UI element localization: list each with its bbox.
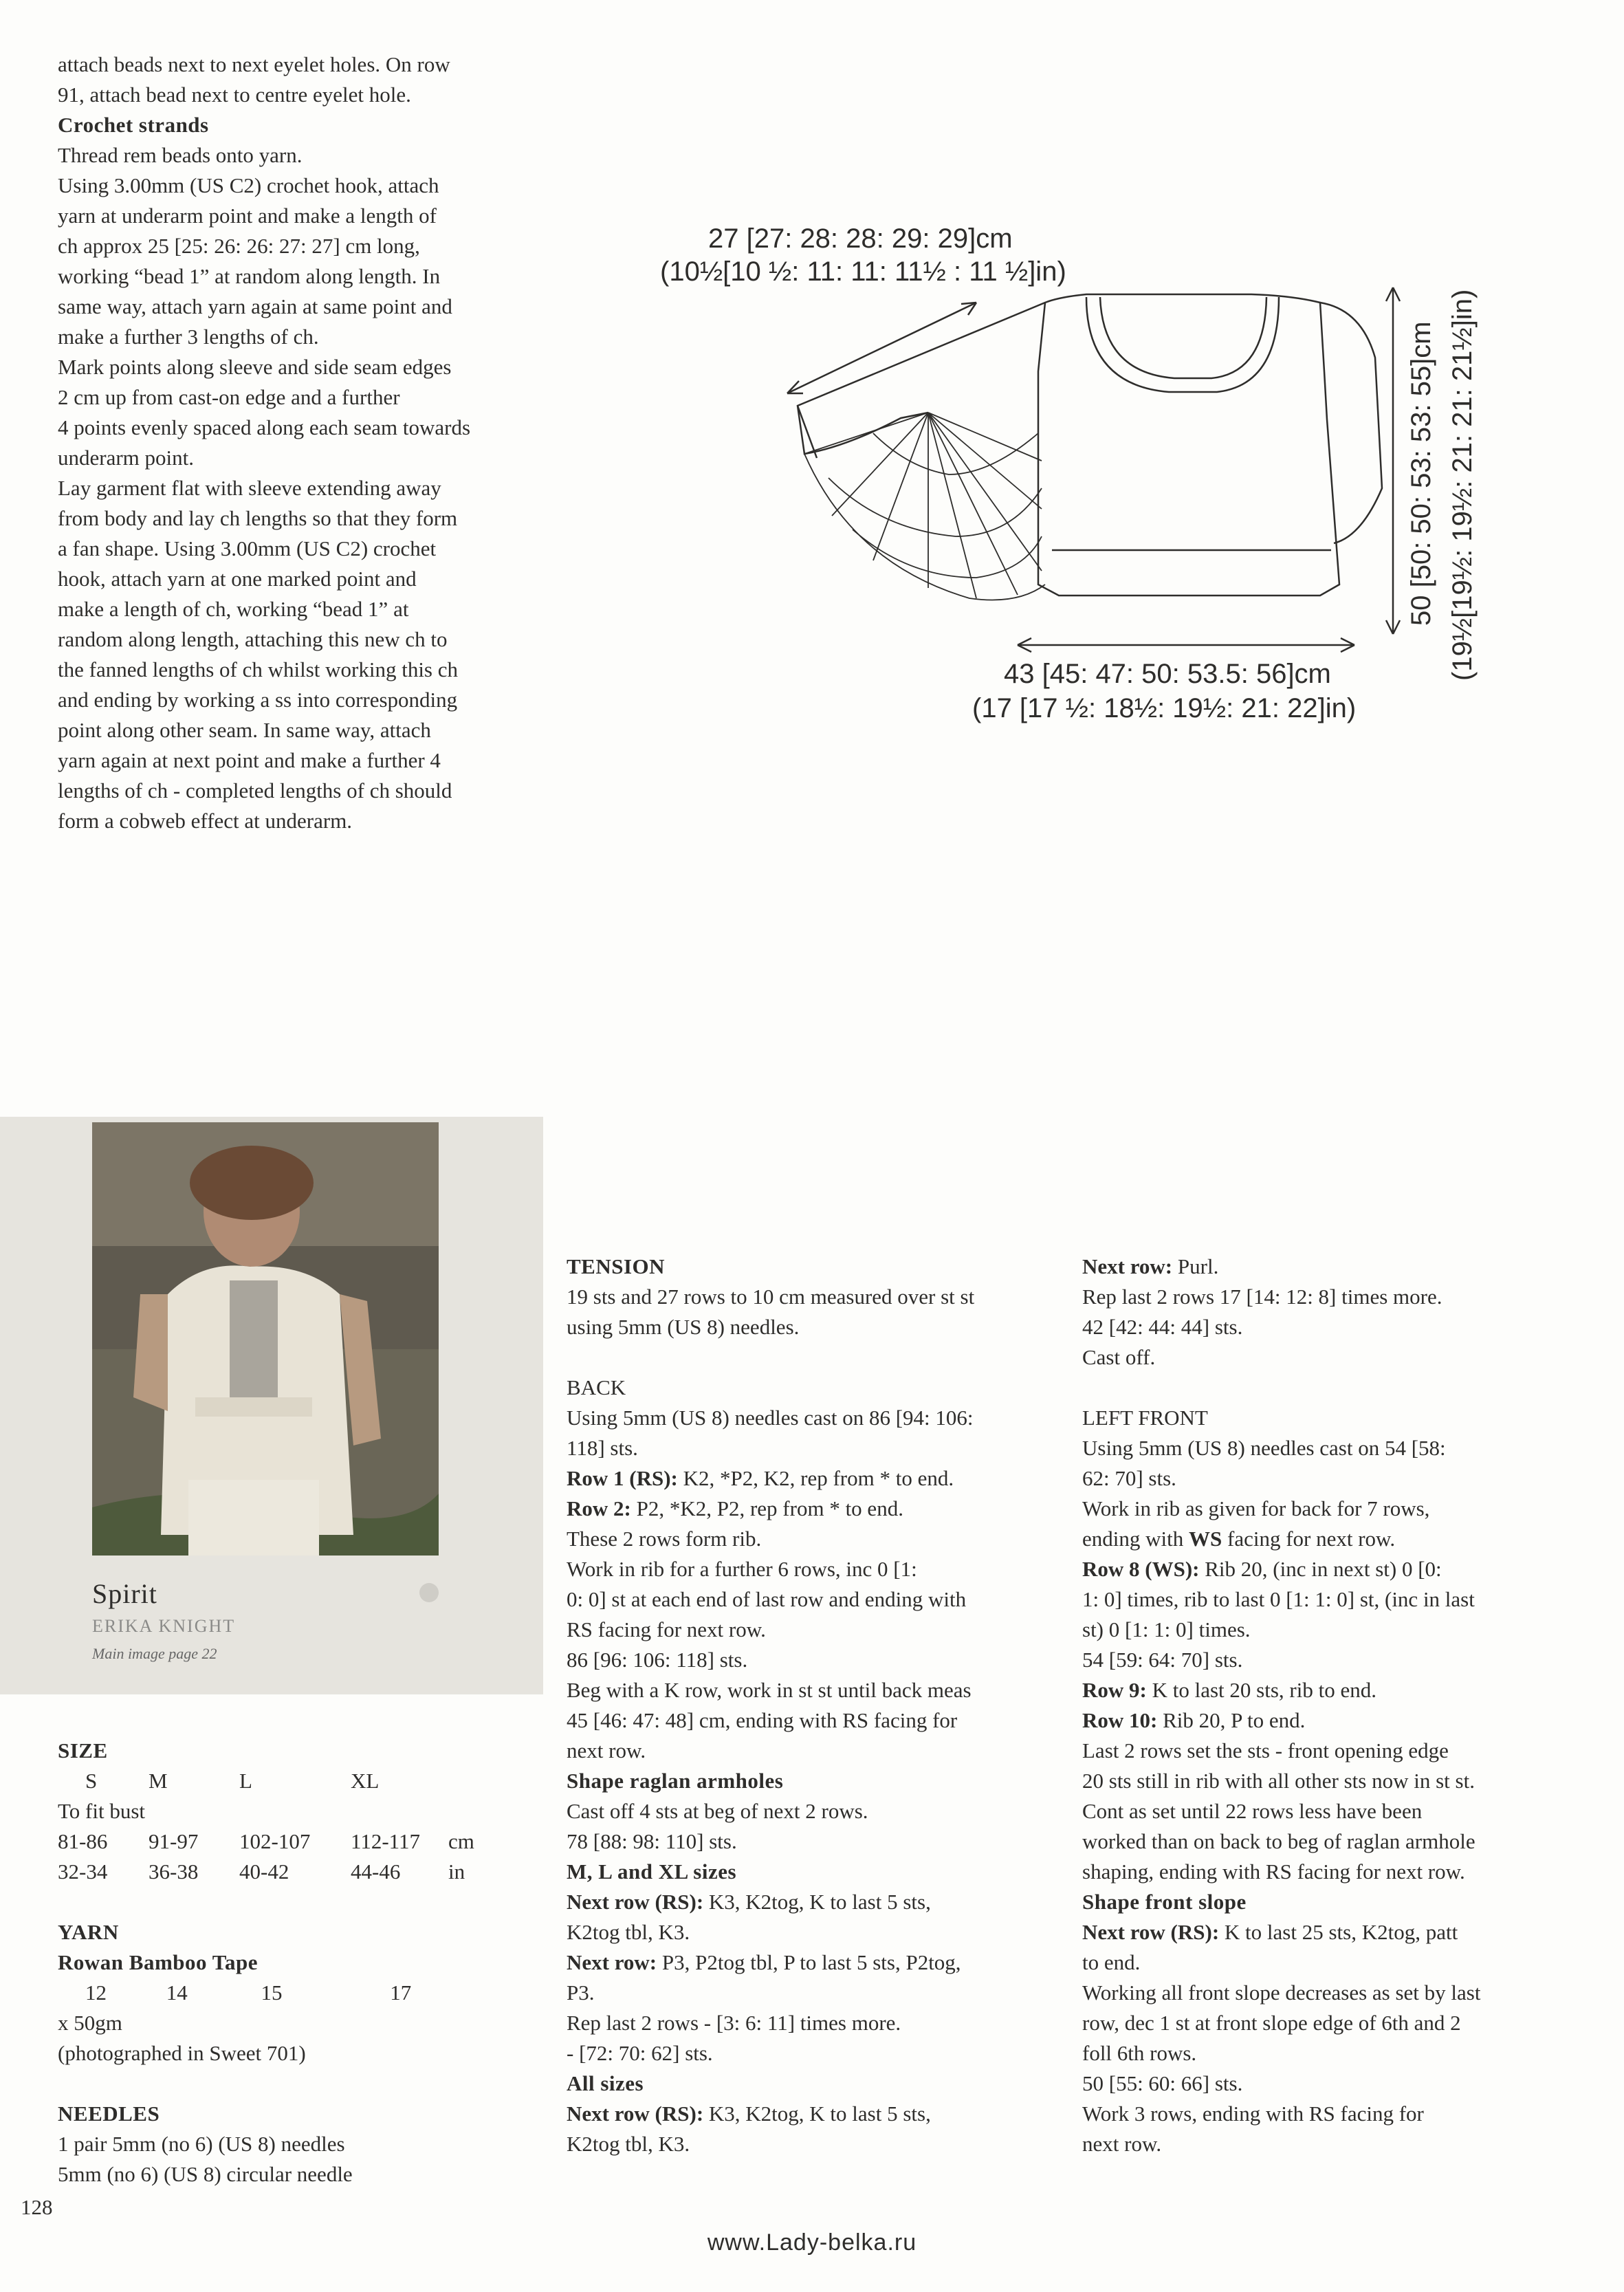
text-line: 4 points evenly spaced along each seam towards [58,415,471,439]
row-instruction [1082,1675,1577,1705]
text-line: same way, attach yarn again at same point and [58,294,452,318]
length-measurement-in: (19½[19½: 19½: 21: 21: 21½]in) [1447,289,1478,681]
size-in-row [58,1857,553,1887]
size-label: XL [351,1769,380,1793]
text-line: the fanned lengths of ch whilst working this ch [58,657,459,681]
materials-column [58,1736,553,2190]
text-line: Work 3 rows, ending with RS facing for [1082,2102,1424,2126]
yarn-quantity: 12 [85,1980,107,2005]
size-in-value: 36-38 [149,1859,199,1884]
text-line: Mark points along sleeve and side seam edges [58,355,452,379]
size-in-value: 32-34 [58,1859,108,1884]
designer-name: ERIKA KNIGHT [92,1616,236,1636]
yarn-quantities-row [58,1978,553,2038]
row-text: K3, K2tog, K to last 5 sts, [703,1890,931,1914]
text-line: Rep last 2 rows - [3: 6: 11] times more. [567,2011,901,2035]
text-line: These 2 rows form rib. [567,1527,762,1551]
text-line: 19 sts and 27 rows to 10 cm measured over st st [567,1285,975,1309]
size-label: M [149,1769,168,1793]
row-instruction [1082,1252,1577,1282]
text-line: make a further 3 lengths of ch. [58,325,319,349]
length-measurement-cm: 50 [50: 50: 53: 53: 55]cm [1406,321,1436,626]
text-line: Using 3.00mm (US C2) crochet hook, attach [58,173,439,197]
size-in-value: 44-46 [351,1859,401,1884]
left-front-column [1082,1252,1577,2159]
text-line: Beg with a K row, work in st st until back meas [567,1678,972,1702]
text-line: Cast off. [1082,1345,1156,1369]
text-line: form a cobweb effect at underarm. [58,809,353,833]
text-line: Working all front slope decreases as set by last [1082,1980,1481,2005]
size-label: S [85,1769,98,1793]
width-measurement-cm: 43 [45: 47: 50: 53.5: 56]cm [1004,659,1331,689]
text-line: 42 [42: 44: 44] sts. [1082,1315,1243,1339]
neckline-inner [1100,297,1266,378]
row-instruction [567,1887,1062,1917]
text-line: point along other seam. In same way, attach [58,718,431,742]
text-line: shaping, ending with RS facing for next row. [1082,1859,1465,1884]
text-line: Thread rem beads onto yarn. [58,143,303,167]
footer-url: www.Lady-belka.ru [707,2229,917,2256]
sleeve-dimension-arrow [787,303,976,393]
yarn-unit: x 50gm [58,2011,122,2035]
row-label: Row 1 (RS): [567,1466,678,1490]
text-line: 78 [88: 98: 110] sts. [567,1829,737,1853]
text-line: 1: 0] times, rib to last 0 [1: 1: 0] st, (inc in last [1082,1587,1475,1611]
size-cm-value: 102-107 [239,1829,311,1853]
sleeve-measurement-in: (10½[10 ½: 11: 11: 11½ : 11 ½]in) [660,257,1066,287]
text-line: underarm point. [58,446,195,470]
needles-line: 5mm (no 6) (US 8) circular needle [58,2162,353,2186]
all-sizes-heading: All sizes [567,2071,644,2095]
row-instruction [567,1463,1062,1494]
text-line: Work in rib for a further 6 rows, inc 0 [1: [567,1557,917,1581]
text-line: ending with WS facing for next row. [1082,1527,1396,1551]
text-line: working “bead 1” at random along length. In [58,264,441,288]
text-line: from body and lay ch lengths so that they form [58,506,458,530]
row-label: Next row (RS): [567,2102,704,2126]
text-line: 118] sts. [567,1436,638,1460]
page-number: 128 [21,2195,53,2219]
row-instruction [1082,1554,1577,1584]
row-text: P3, P2tog tbl, P to last 5 sts, P2tog, [657,1950,961,1974]
row-instruction [1082,1917,1577,1947]
crochet-strands-body [58,140,539,836]
shape-front-slope-heading: Shape front slope [1082,1890,1247,1914]
yarn-quantity: 15 [261,1980,283,2005]
text-line: a fan shape. Using 3.00mm (US C2) crochet [58,536,437,560]
sleeve-measurement-cm: 27 [27: 28: 28: 29: 29]cm [708,223,1013,254]
text-line: lengths of ch - completed lengths of ch should [58,778,452,803]
row-label: Row 8 (WS): [1082,1557,1200,1581]
size-heading: SIZE [58,1738,108,1762]
size-label: L [239,1769,252,1793]
text-line: yarn at underarm point and make a length of [58,204,437,228]
crochet-instructions-column [58,50,539,836]
size-cm-value: 91-97 [149,1829,199,1853]
size-cm-row [58,1826,553,1857]
text-line: RS facing for next row. [567,1617,766,1641]
main-image-reference: Main image page 22 [92,1645,217,1662]
decorative-dot-icon [419,1583,439,1602]
row-label: Next row (RS): [1082,1920,1220,1944]
text-line: yarn again at next point and make a further 4 [58,748,441,772]
mlxl-sizes-heading: M, L and XL sizes [567,1859,737,1884]
cobweb-fan [804,413,1045,600]
row-label: Next row (RS): [567,1890,704,1914]
text-line: 0: 0] st at each end of last row and ending with [567,1587,967,1611]
size-in-unit: in [448,1859,465,1884]
row-text: Purl. [1172,1254,1219,1278]
shape-raglan-heading: Shape raglan armholes [567,1769,784,1793]
row-instruction [567,1947,1062,1978]
row-label: Next row: [567,1950,657,1974]
text-line: attach beads next to next eyelet holes. On row [58,52,450,76]
needles-line: 1 pair 5mm (no 6) (US 8) needles [58,2132,345,2156]
row-text: Rib 20, (inc in next st) 0 [0: [1199,1557,1442,1581]
size-cm-value: 112-117 [351,1829,421,1853]
text-line: 45 [46: 47: 48] cm, ending with RS facing for [567,1708,958,1732]
text-line: and ending by working a ss into corresponding [58,688,458,712]
text-line: Using 5mm (US 8) needles cast on 54 [58: [1082,1436,1446,1460]
yarn-shade-note: (photographed in Sweet 701) [58,2041,306,2065]
text-line: Lay garment flat with sleeve extending away [58,476,441,500]
text-line: Cont as set until 22 rows less have been [1082,1799,1423,1823]
tension-heading: TENSION [567,1254,666,1278]
text-line: K2tog tbl, K3. [567,1920,690,1944]
text-line: ch approx 25 [25: 26: 26: 27: 27] cm long, [58,234,420,258]
size-cm-value: 81-86 [58,1829,108,1853]
text-line: hook, attach yarn at one marked point and [58,567,417,591]
text-line: P3. [567,1980,595,2005]
size-cm-unit: cm [448,1829,474,1853]
needles-heading: NEEDLES [58,2102,160,2126]
row-text: K to last 25 sts, K2tog, patt [1219,1920,1458,1944]
text-line: - [72: 70: 62] sts. [567,2041,713,2065]
back-heading: BACK [567,1375,626,1399]
text-line: make a length of ch, working “bead 1” at [58,597,409,621]
text-line: using 5mm (US 8) needles. [567,1315,800,1339]
text-line: random along length, attaching this new ch to [58,627,448,651]
yarn-heading: YARN [58,1920,119,1944]
row-instruction [567,2099,1062,2129]
text-line: K2tog tbl, K3. [567,2132,690,2156]
text-line: worked than on back to beg of raglan armhole [1082,1829,1475,1853]
text-line: 86 [96: 106: 118] sts. [567,1648,748,1672]
yarn-quantity: 17 [390,1980,412,2005]
tension-back-column [567,1252,1062,2159]
text-line: Rep last 2 rows 17 [14: 12: 8] times more. [1082,1285,1442,1309]
row-label: Next row: [1082,1254,1173,1278]
yarn-name: Rowan Bamboo Tape [58,1950,259,1974]
text-line: foll 6th rows. [1082,2041,1197,2065]
row-text: Rib 20, P to end. [1157,1708,1306,1732]
yarn-quantity: 14 [166,1980,188,2005]
row-instruction [567,1494,1062,1524]
text-line: next row. [1082,2132,1162,2156]
row-text: K2, *P2, K2, rep from * to end. [677,1466,954,1490]
left-front-heading: LEFT FRONT [1082,1406,1208,1430]
text-line: 50 [55: 60: 66] sts. [1082,2071,1243,2095]
crochet-strands-heading: Crochet strands [58,113,209,137]
size-labels-row [58,1766,553,1796]
row-text: K3, K2tog, K to last 5 sts, [703,2102,931,2126]
text-line: 20 sts still in rib with all other sts now in st st. [1082,1769,1475,1793]
text-line: Work in rib as given for back for 7 rows, [1082,1496,1430,1520]
row-label: Row 9: [1082,1678,1147,1702]
size-in-value: 40-42 [239,1859,289,1884]
model-photo [92,1122,439,1556]
text-line: next row. [567,1738,646,1762]
row-label: Row 2: [567,1496,631,1520]
garment-measurement-diagram [646,213,1485,736]
text-line: 91, attach bead next to centre eyelet hole. [58,83,411,107]
row-instruction [1082,1705,1577,1736]
row-text: K to last 20 sts, rib to end. [1146,1678,1376,1702]
text-line: Last 2 rows set the sts - front opening edge [1082,1738,1449,1762]
text-line: 62: 70] sts. [1082,1466,1176,1490]
text-line: st) 0 [1: 1: 0] times. [1082,1617,1251,1641]
text-line: 54 [59: 64: 70] sts. [1082,1648,1243,1672]
text-line: 2 cm up from cast-on edge and a further [58,385,400,409]
text-line: Cast off 4 sts at beg of next 2 rows. [567,1799,868,1823]
row-label: Row 10: [1082,1708,1158,1732]
right-sleeve [1320,303,1382,543]
design-title: Spirit [92,1578,157,1609]
width-measurement-in: (17 [17 ½: 18½: 19½: 21: 22]in) [972,693,1357,723]
row-text: P2, *K2, P2, rep from * to end. [630,1496,903,1520]
text-line: row, dec 1 st at front slope edge of 6th and 2 [1082,2011,1461,2035]
text-line: Using 5mm (US 8) needles cast on 86 [94: 106: [567,1406,974,1430]
text-line: to end. [1082,1950,1141,1974]
to-fit-bust-label: To fit bust [58,1799,145,1823]
